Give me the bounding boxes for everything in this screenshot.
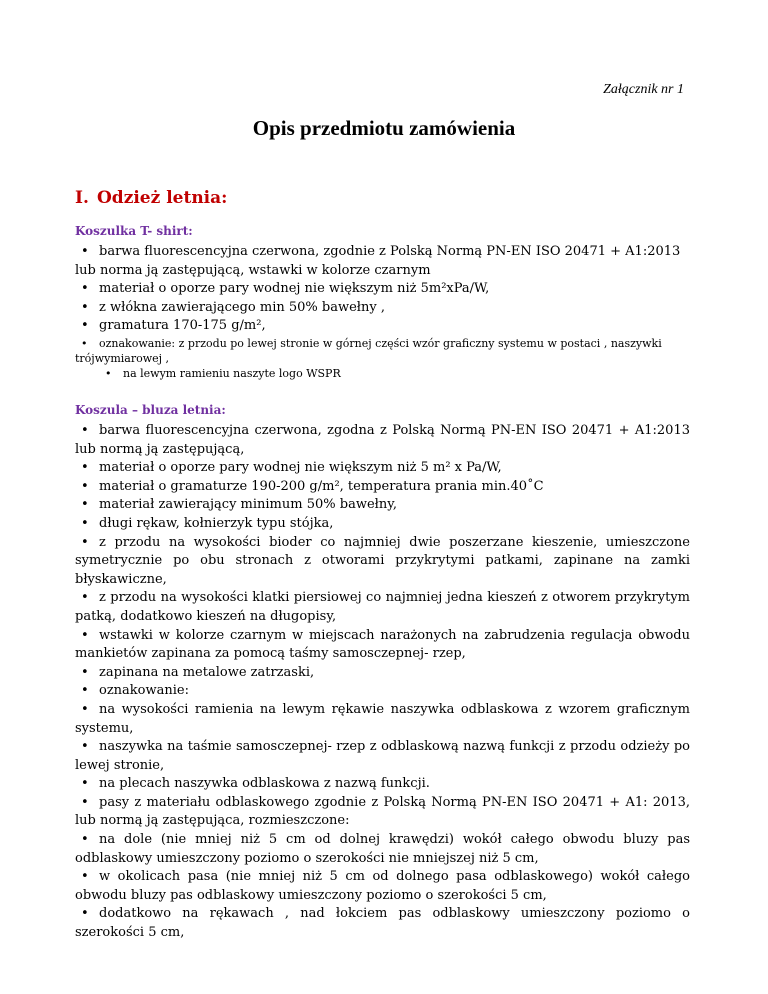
bullet-icon: • [81,299,89,315]
bullet-icon: • [81,460,89,476]
list-item: • materiał o gramaturze 190-200 g/m², temperatura prania min.40˚C [75,478,690,497]
list-item: • zapinana na metalowe zatrzaski, [75,664,690,683]
bullet-icon: • [81,515,89,531]
list-item: • wstawki w kolorze czarnym w miejscach narażonych na zabrudzenia regulacja obwodu mankietów zapinana za pomocą taśmy samosczepnej- rzep, [75,627,690,662]
section-number: I. [75,188,89,208]
bullet-icon: • [81,701,89,717]
list-item: • z przodu na wysokości klatki piersiowej co najmniej jedna kieszeń z otworem przykrytym patką, dodatkowo kieszeń na długopisy, [75,590,690,624]
list-item: • na wysokości ramienia na lewym rękawie naszywka odblaskowa z wzorem graficznym systemu, [75,701,690,736]
bullet-icon: • [81,318,89,333]
list-item: • barwa fluorescencyjna czerwona, zgodnie z Polską Normą PN-EN ISO 20471 + A1:2013 lub norma ją zastępującą, wstawki w kolorze czarnym [75,244,681,278]
bullet-icon: • [81,664,89,680]
bullet-icon: • [81,832,89,848]
section-title: Odzież letnia: [97,188,228,208]
bullet-icon: • [81,423,89,438]
bullet-icon: • [81,534,89,550]
document-title: Opis przedmiotu zamówienia [252,116,516,140]
list-item: • z włókna zawierającego min 50% bawełny , [75,299,690,318]
bullet-icon: • [81,739,89,755]
list-item: • w okolicach pasa (nie mniej niż 5 cm od dolnego pasa odblaskowego) wokół całego obwodu bluzy pas odblaskowy umieszczony poziomo o szerokości 5 cm, [75,869,690,903]
bullet-icon: • [81,590,89,606]
list-item: • barwa fluorescencyjna czerwona, zgodna z Polską Normą PN-EN ISO 20471 + A1:2013 lub normą ją zastępującą, [75,423,690,457]
tshirt-list [75,243,690,381]
list-item: • oznakowanie: z przodu po lewej stronie w górnej części wzór graficzny systemu w postaci , naszywki trójwymiarowej , [75,336,662,365]
list-item: • na lewym ramieniu naszyte logo WSPR [105,366,341,380]
shirt-list [75,422,690,943]
bullet-icon: • [81,869,89,885]
annex-label: Załącznik nr 1 [603,82,684,97]
list-item: • materiał o oporze pary wodnej nie większym niż 5 m² x Pa/W, [75,459,690,478]
bullet-icon: • [81,244,89,259]
shirt-block [75,403,690,943]
list-item: • dodatkowo na rękawach , nad łokciem pas odblaskowy umieszczony poziomo o szerokości 5 cm, [75,906,690,941]
list-item: • materiał zawierający minimum 50% bawełny, [75,496,690,515]
shirt-heading: Koszula – bluza letnia: [75,403,226,417]
list-item: • naszywka na taśmie samosczepnej- rzep z odblaskową nazwą funkcji z przodu odzieży po lewej stronie, [75,739,690,773]
bullet-icon: • [81,497,89,513]
bullet-icon: • [81,281,89,296]
bullet-icon: • [81,683,89,699]
bullet-icon: • [81,627,89,643]
section-heading [75,188,227,208]
bullet-icon: • [81,906,89,922]
bullet-icon: • [81,794,89,810]
list-item: • pasy z materiału odblaskowego zgodnie z Polską Normą PN-EN ISO 20471 + A1: 2013, lub normą ją zastępująca, rozmieszczone: [75,794,690,829]
list-item: • gramatura 170-175 g/m², [75,317,690,336]
tshirt-heading: Koszulka T- shirt: [75,224,193,238]
bullet-icon: • [81,776,89,792]
bullet-icon: • [81,478,89,494]
list-item: • materiał o oporze pary wodnej nie większym niż 5m²xPa/W, [75,280,690,299]
list-item: • na plecach naszywka odblaskowa z nazwą funkcji. [75,775,690,794]
list-item: • z przodu na wysokości bioder co najmniej dwie poszerzane kieszenie, umieszczone symetrycznie po obu stronach z otworami przykrytymi patkami, zapinane na zamki błyskawiczne, [75,534,690,587]
tshirt-block [75,224,690,381]
list-item: • oznakowanie: [75,682,690,701]
list-item: • na dole (nie mniej niż 5 cm od dolnej krawędzi) wokół całego obwodu bluzy pas odblaskowy umieszczony poziomo o szerokości nie mniejszej niż 5 cm, [75,832,690,866]
bullet-icon: • [105,366,112,380]
list-item: • długi rękaw, kołnierzyk typu stójka, [75,515,690,534]
bullet-icon: • [81,336,88,350]
